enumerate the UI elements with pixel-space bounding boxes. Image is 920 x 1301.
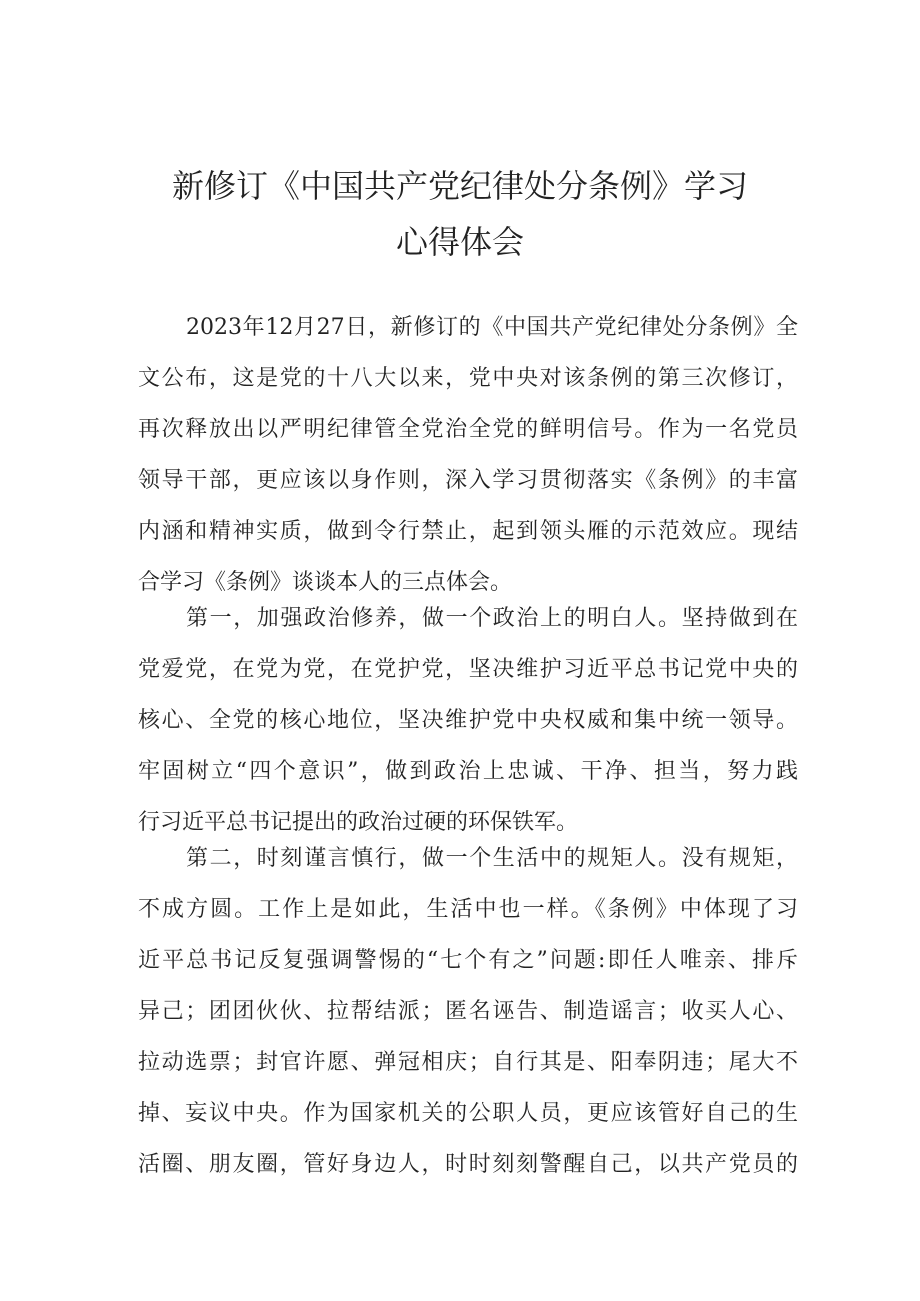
paragraph-1-line: 领导干部，更应该以身作则，深入学习贯彻落实《条例》的丰富 [138, 468, 798, 493]
paragraph-3-line: 拉动选票；封官许愿、弹冠相庆；自行其是、阳奉阴违；尾大不 [138, 1050, 798, 1075]
paragraph-2-line: 党爱党，在党为党，在党护党，坚决维护习近平总书记党中央的 [138, 657, 798, 682]
paragraph-1-line: 再次释放出以严明纪律管全党治全党的鲜明信号。作为一名党员 [138, 417, 798, 442]
paragraph-3-line: 第二，时刻谨言慎行，做一个生活中的规矩人。没有规矩， [186, 846, 798, 871]
paragraph-1-line: 文公布，这是党的十八大以来，党中央对该条例的第三次修订， [138, 366, 798, 391]
paragraph-1-line: 合学习《条例》谈谈本人的三点体会。 [138, 570, 513, 595]
paragraph-3-line: 活圈、朋友圈，管好身边人，时时刻刻警醒自己，以共产党员的 [138, 1152, 798, 1177]
paragraph-2-line: 行习近平总书记提出的政治过硬的环保铁军。 [138, 810, 579, 835]
paragraph-2-line: 第一，加强政治修养，做一个政治上的明白人。坚持做到在 [186, 606, 798, 631]
document-title-line-1: 新修订《中国共产党纪律处分条例》学习 [171, 167, 748, 205]
paragraph-1-line: 2023年12月27日，新修订的《中国共产党纪律处分条例》全 [186, 315, 798, 340]
document-title-line-2: 心得体会 [395, 223, 524, 261]
paragraph-2-line: 牢固树立“四个意识”，做到政治上忠诚、干净、担当，努力践 [138, 759, 798, 784]
paragraph-1-line: 内涵和精神实质，做到令行禁止，起到领头雁的示范效应。现结 [138, 519, 798, 544]
paragraph-3-line: 掉、妄议中央。作为国家机关的公职人员，更应该管好自己的生 [138, 1101, 798, 1126]
paragraph-2-line: 核心、全党的核心地位，坚决维护党中央权威和集中统一领导。 [138, 708, 798, 733]
paragraph-3-line: 近平总书记反复强调警惕的“七个有之”问题:即任人唯亲、排斥 [138, 948, 798, 973]
paragraph-3-line: 不成方圆。工作上是如此，生活中也一样。《条例》中体现了习 [138, 897, 798, 922]
paragraph-3-line: 异己；团团伙伙、拉帮结派；匿名诬告、制造谣言；收买人心、 [138, 999, 798, 1024]
